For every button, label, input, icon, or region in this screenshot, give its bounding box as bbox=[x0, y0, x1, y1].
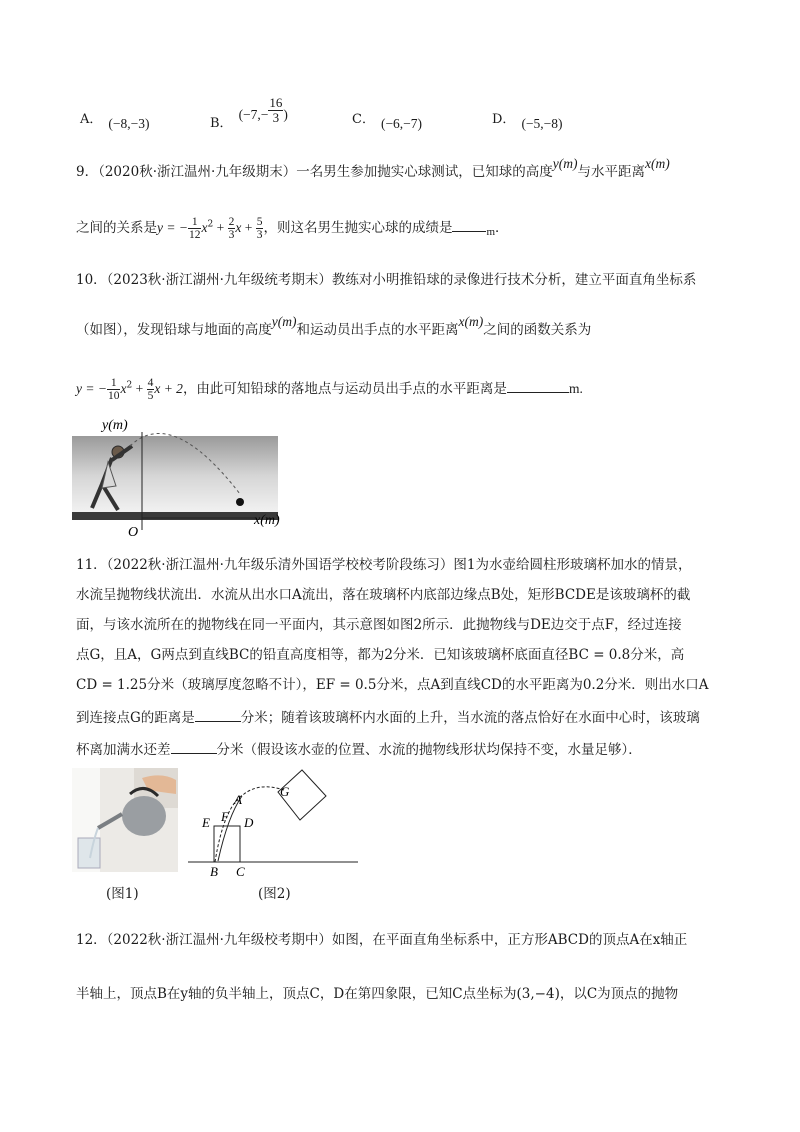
fig1-photo bbox=[72, 768, 178, 872]
fig1-caption: (图1) bbox=[106, 886, 139, 902]
cup-rectangle bbox=[214, 826, 240, 862]
q9-line2: 之间的关系是y = − $\frac{1}{12}$ $x^2$ + $\frac{2}{3}$ x + $\frac{5}{3}$ ，则这名男生抛实心球的成绩是 $_m$． bbox=[76, 216, 509, 242]
label-c: C bbox=[236, 864, 245, 878]
photo-background bbox=[72, 436, 278, 516]
origin-label: O bbox=[128, 525, 139, 540]
x-axis-label: x(m) bbox=[254, 513, 280, 528]
q10-line1: 10．（2023秋·浙江湖州·九年级统考期末）教练对小明推铅球的录像进行技术分析，建立平面直角坐标系 bbox=[76, 272, 697, 288]
q10-line3: y = − $\frac{1}{10}$ $x^2$ + $\frac{4}{5}$ x + 2，由此可知铅球的落地点与运动员出手点的水平距离是 m. bbox=[76, 377, 583, 403]
q11-line6: 到连接点G的距离是 分米；随着该玻璃杯内水面的上升，当水流的落点恰好在水面中心时，该玻璃 bbox=[76, 710, 700, 726]
q10-answer-blank bbox=[507, 392, 569, 393]
q11-line7: 杯离加满水还差 分米（假设该水壶的位置、水流的抛物线形状均保持不变，水量足够）． bbox=[76, 742, 642, 758]
label-a: A bbox=[234, 792, 242, 807]
q12-line2: 半轴上，顶点B在y轴的负半轴上，顶点C，D在第四象限，已知C点坐标为(3,−4)，以C为顶点的抛物 bbox=[76, 986, 679, 1002]
label-g: G bbox=[280, 784, 290, 799]
q12-line1: 12．（2022秋·浙江温州·九年级校考期中）如图，在平面直角坐标系中，正方形ABCD的顶点A在x轴正 bbox=[76, 932, 688, 948]
glass-cup bbox=[78, 838, 100, 868]
shot-ball bbox=[236, 498, 244, 506]
q11-blank-1 bbox=[195, 721, 241, 722]
kettle-body bbox=[122, 796, 166, 836]
y-axis-label: y(m) bbox=[102, 418, 128, 433]
q10-line2: （如图），发现铅球与地面的高度y(m)和运动员出手点的水平距离x(m)之间的函数关系为 bbox=[76, 314, 592, 338]
option-b: B．(−7,− $\frac{16}{3}$ ) bbox=[210, 95, 288, 131]
ground-strip bbox=[72, 512, 278, 520]
q11-line1: 11．（2022秋·浙江温州·九年级乐清外国语学校校考阶段练习）图1为水壶给圆柱形玻璃杯加水的情景， bbox=[76, 557, 692, 573]
fig2-caption: (图2) bbox=[258, 886, 291, 902]
label-f: F bbox=[221, 809, 229, 824]
label-b: B bbox=[210, 864, 218, 878]
option-d: D． (−5,−8) bbox=[492, 112, 563, 131]
q11-blank-2 bbox=[171, 753, 217, 754]
label-e: E bbox=[202, 815, 210, 830]
q11-line2: 水流呈抛物线状流出．水流从出水口A流出，落在玻璃杯内底部边缘点B处，矩形BCDE是该玻璃杯的截 bbox=[76, 587, 691, 603]
label-d: D bbox=[244, 815, 254, 830]
q10-figure bbox=[72, 412, 284, 540]
q11-line3: 面，与该水流所在的抛物线在同一平面内，其示意图如图2所示．此抛物线与DE边交于点F，经过连接 bbox=[76, 617, 682, 633]
option-a: A． (−8,−3) bbox=[80, 112, 150, 131]
q11-line4: 点G，且A，G两点到直线BC的铅直高度相等，都为2分米．已知该玻璃杯底面直径BC = 0.8分米，高 bbox=[76, 647, 685, 663]
q11-line5: CD = 1.25分米（玻璃厚度忽略不计），EF = 0.5分米，点A到直线CD的水平距离为0.2分米．则出水口A bbox=[76, 677, 709, 693]
q9-answer-blank bbox=[452, 231, 486, 232]
option-c: C． (−6,−7) bbox=[352, 112, 423, 131]
q9-line1: 9．（2020秋·浙江温州·九年级期末）一名男生参加抛实心球测试，已知球的高度y(m)与水平距离x(m) bbox=[76, 156, 670, 180]
fig2-diagram bbox=[188, 766, 368, 878]
